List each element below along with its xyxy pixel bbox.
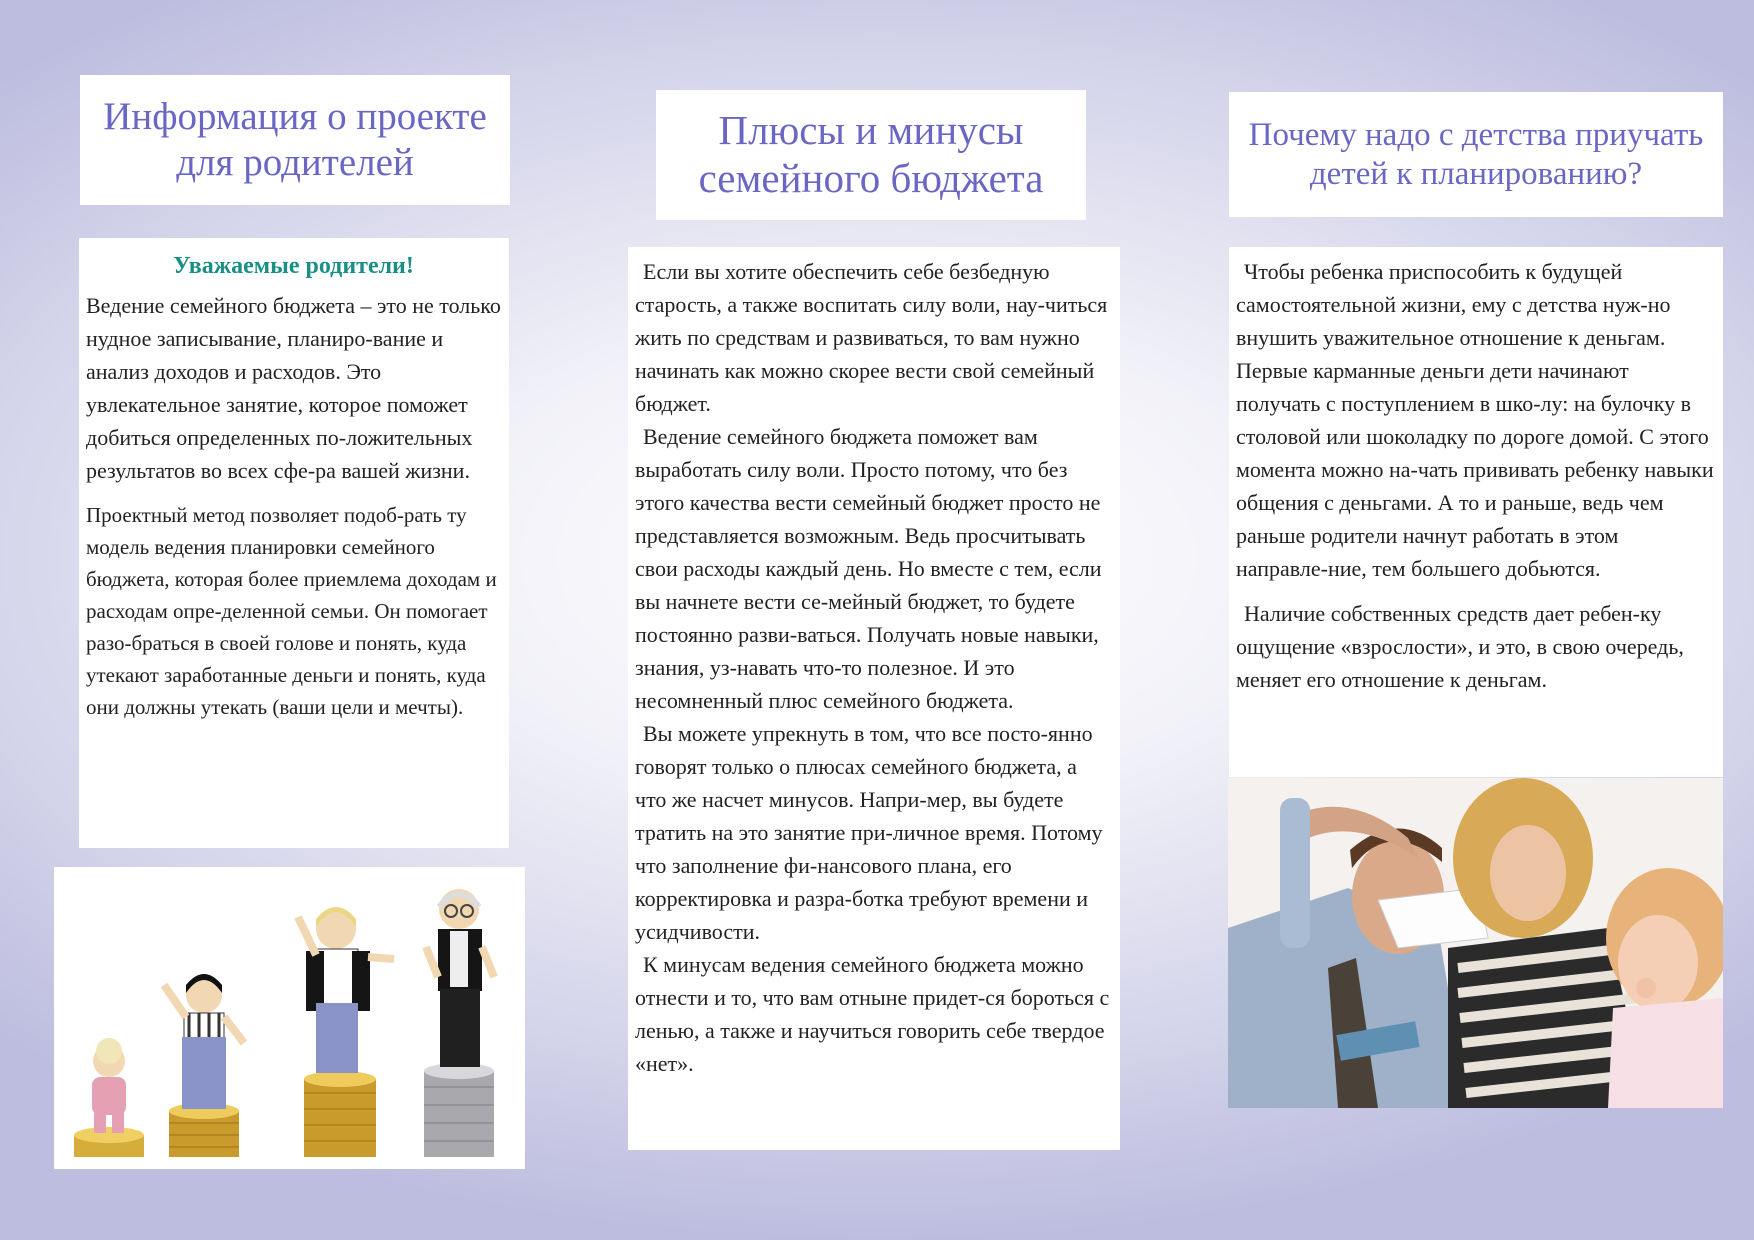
child-doll — [164, 974, 244, 1109]
baby-doll — [92, 1038, 126, 1133]
col1-paragraph-2: Проектный метод позволяет подоб-рать ту модель ведения планировки семейного бюджета, которая более приемлема доходам и расходам опре-деленной семьи. Он помогает разо-браться в своей голове и понять, куда утекают заработанные деньги и понять, куда они должны утекать (ваши цели и мечты). — [86, 503, 497, 719]
col2-paragraph-1: Если вы хотите обеспечить себе безбедную старость, а также воспитать силу воли, нау-читься жить по средствам и развиваться, то вам нужно начинать как можно скорее вести свой семейный бюджет. — [635, 259, 1108, 416]
col3-paragraph-1: Чтобы ребенка приспособить к будущей самостоятельной жизни, ему с детства нуж-но внушить уважительное отношение к деньгам. Первые карманные деньги дети начинают получать с поступлением в шко-лу: на булочку в столовой или шоколадку по дороге домой. С этого момента можно на-чать прививать ребенку навыки общения с деньгами. А то и раньше, ведь чем раньше родители начнут работать в этом направле-ние, тем большего добьются. — [1236, 259, 1714, 581]
grandparent-doll — [426, 889, 494, 1067]
coin-stack-1 — [74, 1127, 144, 1157]
col3-text-box — [1229, 247, 1723, 777]
coin-stack-2 — [169, 1103, 239, 1157]
coin-stack-3 — [304, 1071, 376, 1157]
col2-paragraph-2: Ведение семейного бюджета поможет вам выработать силу воли. Просто потому, что без этого качества вести семейный бюджет просто не представляется возможным. Ведь просчитывать свои расходы каждый день. Но вместе с тем, если вы начнете вести се-мейный бюджет, то будете постоянно разви-ваться. Получать новые навыки, знания, уз-навать что-то полезное. И это несомненный плюс семейного бюджета. — [635, 424, 1102, 713]
col2-title: Плюсы и минусы семейного бюджета — [698, 107, 1044, 201]
family-with-receipt-photo — [1228, 778, 1723, 1108]
col3-title-box — [1229, 92, 1723, 217]
coin-stack-4 — [424, 1063, 494, 1157]
parent-doll — [298, 907, 394, 1073]
col2-paragraph-4: К минусам ведения семейного бюджета можно отнести и то, что вам отныне придет-ся бороться с ленью, а также и научиться говорить себе твердое «нет». — [635, 952, 1110, 1076]
col3-paragraph-2: Наличие собственных средств дает ребен-ку ощущение «взрослости», и это, в свою очередь, меняет его отношение к деньгам. — [1236, 601, 1684, 692]
col1-title: Информация о проекте для родителей — [103, 95, 487, 184]
dolls-on-coins-photo — [54, 867, 525, 1169]
col2-text-box — [628, 247, 1120, 1150]
col3-title: Почему надо с детства приучать детей к планированию? — [1248, 116, 1704, 192]
col2-paragraph-3: Вы можете упрекнуть в том, что все посто-янно говорят только о плюсах семейного бюджета, а что же насчет минусов. Напри-мер, вы будете тратить на это занятие при-личное время. Потому что заполнение фи-нансового плана, его корректировка и разра-ботка требуют времени и усидчивости. — [635, 721, 1103, 944]
father-figure — [1228, 798, 1468, 1108]
col1-text-box — [79, 238, 509, 848]
child-figure — [1606, 868, 1723, 1108]
col1-paragraph-1: Ведение семейного бюджета – это не только нудное записывание, планиро-вание и анализ доходов и расходов. Это увлекательное занятие, которое поможет добиться определенных по-ложительных результатов во всех сфе-ра вашей жизни. — [86, 293, 501, 483]
col1-title-box — [80, 75, 510, 205]
col2-title-box — [656, 90, 1086, 220]
greeting: Уважаемые родители! — [173, 253, 414, 279]
